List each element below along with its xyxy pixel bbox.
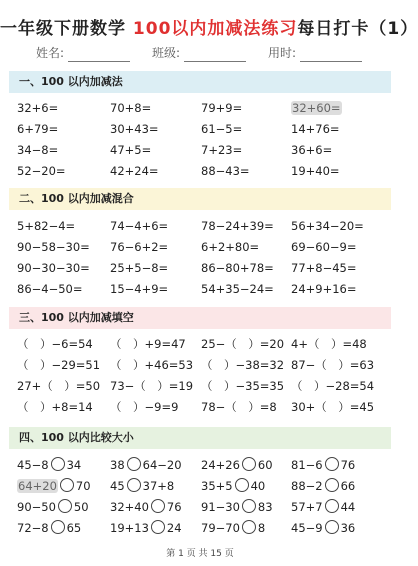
problem: 77+8−45= (291, 261, 357, 275)
problem: （ ）+8=14 (17, 400, 93, 414)
problem: 73−（ ）=19 (110, 379, 194, 393)
problem: 56+34−20= (291, 219, 364, 233)
compare-problem (110, 455, 182, 476)
problem: 32+6= (17, 101, 59, 115)
compare-blank-circle[interactable] (242, 520, 256, 534)
section-3-header: 三、100 以内加减填空 (9, 307, 391, 329)
compare-right: 66 (340, 479, 356, 493)
compare-problem (201, 476, 265, 497)
problem: （ ）+9=47 (110, 337, 186, 351)
problem: 27+（ ）=50 (17, 379, 101, 393)
compare-left: 79−70 (201, 521, 240, 535)
section-1-grid (17, 98, 387, 182)
compare-right: 83 (257, 500, 273, 514)
problem: 15−4+9= (110, 282, 169, 296)
compare-row (17, 476, 387, 497)
title-suffix: 每日打卡（1） (297, 19, 418, 39)
problem: 42+24= (110, 164, 159, 178)
problem: 90−30−30= (17, 261, 90, 275)
problem: 61−5= (201, 122, 243, 136)
compare-blank-circle[interactable] (235, 478, 249, 492)
problem: 36+6= (291, 143, 333, 157)
compare-blank-circle[interactable] (58, 499, 72, 513)
compare-problem (291, 518, 355, 539)
compare-left: 57+7 (291, 500, 323, 514)
page-title (0, 18, 418, 40)
problem: （ ）−38=32 (201, 358, 285, 372)
compare-blank-circle[interactable] (127, 457, 141, 471)
compare-problem (110, 497, 182, 518)
compare-problem (291, 455, 355, 476)
time-label: 用时: (268, 46, 297, 60)
compare-right: 37+8 (142, 479, 175, 493)
problem-row (17, 119, 387, 140)
compare-left: 38 (110, 458, 125, 472)
problem: 25+5−8= (110, 261, 169, 275)
problem: 4+（ ）=48 (291, 337, 367, 351)
compare-blank-circle[interactable] (151, 520, 165, 534)
time-blank-line[interactable] (300, 48, 362, 62)
compare-left: 91−30 (201, 500, 240, 514)
problem-row (17, 216, 387, 237)
compare-problem (110, 476, 174, 497)
problem-row (17, 334, 387, 355)
compare-blank-circle[interactable] (325, 457, 339, 471)
problem: 69−60−9= (291, 240, 357, 254)
compare-right: 24 (166, 521, 182, 535)
problem: 30+（ ）=45 (291, 400, 375, 414)
problem (291, 98, 342, 119)
problem: （ ）+46=53 (110, 358, 194, 372)
problem: 7+23= (201, 143, 243, 157)
title-prefix: 一年级下册数学 (0, 19, 133, 39)
problem: 25−（ ）=20 (201, 337, 285, 351)
section-1-header: 一、100 以内加减法 (9, 71, 391, 93)
compare-row (17, 455, 387, 476)
compare-problem (17, 476, 91, 497)
problem: （ ）−6=54 (17, 337, 93, 351)
problem: （ ）−29=51 (17, 358, 101, 372)
compare-left: 64+20 (18, 479, 57, 493)
problem: 74−4+6= (110, 219, 169, 233)
compare-right: 76 (166, 500, 182, 514)
compare-problem (17, 455, 81, 476)
problem: 52−20= (17, 164, 66, 178)
problem: 14+76= (291, 122, 340, 136)
compare-problem (17, 518, 81, 539)
compare-problem (17, 497, 89, 518)
compare-right: 36 (340, 521, 356, 535)
compare-blank-circle[interactable] (127, 478, 141, 492)
problem: 87−（ ）=63 (291, 358, 375, 372)
problem: 24+9+16= (291, 282, 357, 296)
compare-right: 76 (340, 458, 356, 472)
problem: （ ）−9=9 (110, 400, 179, 414)
compare-blank-circle[interactable] (242, 457, 256, 471)
title-accent: 100以内加减法练习 (132, 19, 298, 39)
compare-problem (291, 476, 355, 497)
problem: 30+43= (110, 122, 159, 136)
compare-blank-circle[interactable] (151, 499, 165, 513)
compare-left: 81−6 (291, 458, 323, 472)
section-4-grid (17, 455, 387, 539)
compare-blank-circle[interactable] (51, 457, 65, 471)
problem: 86−4−50= (17, 282, 83, 296)
problem-row (17, 279, 387, 300)
compare-right: 50 (73, 500, 89, 514)
student-info-row (0, 44, 400, 62)
problem: 70+8= (110, 101, 152, 115)
compare-blank-circle[interactable] (325, 499, 339, 513)
compare-left: 45−8 (17, 458, 49, 472)
name-label: 姓名: (36, 46, 65, 60)
problem-row (17, 258, 387, 279)
compare-problem (201, 497, 273, 518)
section-3-grid (17, 334, 387, 418)
problem: （ ）−35=35 (201, 379, 285, 393)
section-2-header: 二、100 以内加减混合 (9, 188, 391, 210)
compare-left: 45 (110, 479, 125, 493)
time-field[interactable] (268, 44, 362, 62)
problem: 90−58−30= (17, 240, 90, 254)
problem-row (17, 397, 387, 418)
problem-text: 32+60= (292, 101, 341, 115)
compare-left: 45−9 (291, 521, 323, 535)
problem: 54+35−24= (201, 282, 274, 296)
problem: 86−80+78= (201, 261, 274, 275)
problem: 6+2+80= (201, 240, 260, 254)
compare-right: 65 (66, 521, 82, 535)
compare-problem (201, 518, 265, 539)
problem: 76−6+2= (110, 240, 169, 254)
problem: 78−（ ）=8 (201, 400, 277, 414)
section-4-header: 四、100 以内比较大小 (9, 427, 391, 449)
problem: 47+5= (110, 143, 152, 157)
compare-left: 72−8 (17, 521, 49, 535)
problem: 34−8= (17, 143, 59, 157)
compare-right: 44 (340, 500, 356, 514)
compare-left: 35+5 (201, 479, 233, 493)
name-blank-line[interactable] (68, 48, 130, 62)
compare-right: 8 (257, 521, 266, 535)
section-2-grid (17, 216, 387, 300)
compare-blank-circle[interactable] (242, 499, 256, 513)
problem: （ ）−28=54 (291, 379, 375, 393)
compare-blank-circle[interactable] (60, 478, 74, 492)
problem: 88−43= (201, 164, 250, 178)
compare-left: 88−2 (291, 479, 323, 493)
compare-blank-circle[interactable] (325, 520, 339, 534)
compare-left: 19+13 (110, 521, 149, 535)
compare-right: 40 (250, 479, 266, 493)
problem: 19+40= (291, 164, 340, 178)
compare-row (17, 518, 387, 539)
class-label: 班级: (152, 46, 181, 60)
compare-problem (201, 455, 273, 476)
problem: 6+79= (17, 122, 59, 136)
compare-row (17, 497, 387, 518)
problem-row (17, 237, 387, 258)
problem-row (17, 355, 387, 376)
problem-row (17, 376, 387, 397)
compare-right: 70 (75, 479, 91, 493)
compare-right: 60 (257, 458, 273, 472)
compare-problem (110, 518, 182, 539)
compare-problem (291, 497, 355, 518)
compare-blank-circle[interactable] (51, 520, 65, 534)
problem: 78−24+39= (201, 219, 274, 233)
name-field[interactable] (36, 44, 130, 62)
class-blank-line[interactable] (184, 48, 246, 62)
compare-left: 24+26 (201, 458, 240, 472)
problem-row (17, 161, 387, 182)
compare-right: 34 (66, 458, 82, 472)
compare-left: 32+40 (110, 500, 149, 514)
problem: 79+9= (201, 101, 243, 115)
problem-row (17, 98, 387, 119)
compare-left: 90−50 (17, 500, 56, 514)
compare-right: 64−20 (142, 458, 182, 472)
compare-blank-circle[interactable] (325, 478, 339, 492)
class-field[interactable] (152, 44, 246, 62)
problem-row (17, 140, 387, 161)
problem: 5+82−4= (17, 219, 76, 233)
page-footer: 第 1 页 共 15 页 (166, 549, 234, 559)
